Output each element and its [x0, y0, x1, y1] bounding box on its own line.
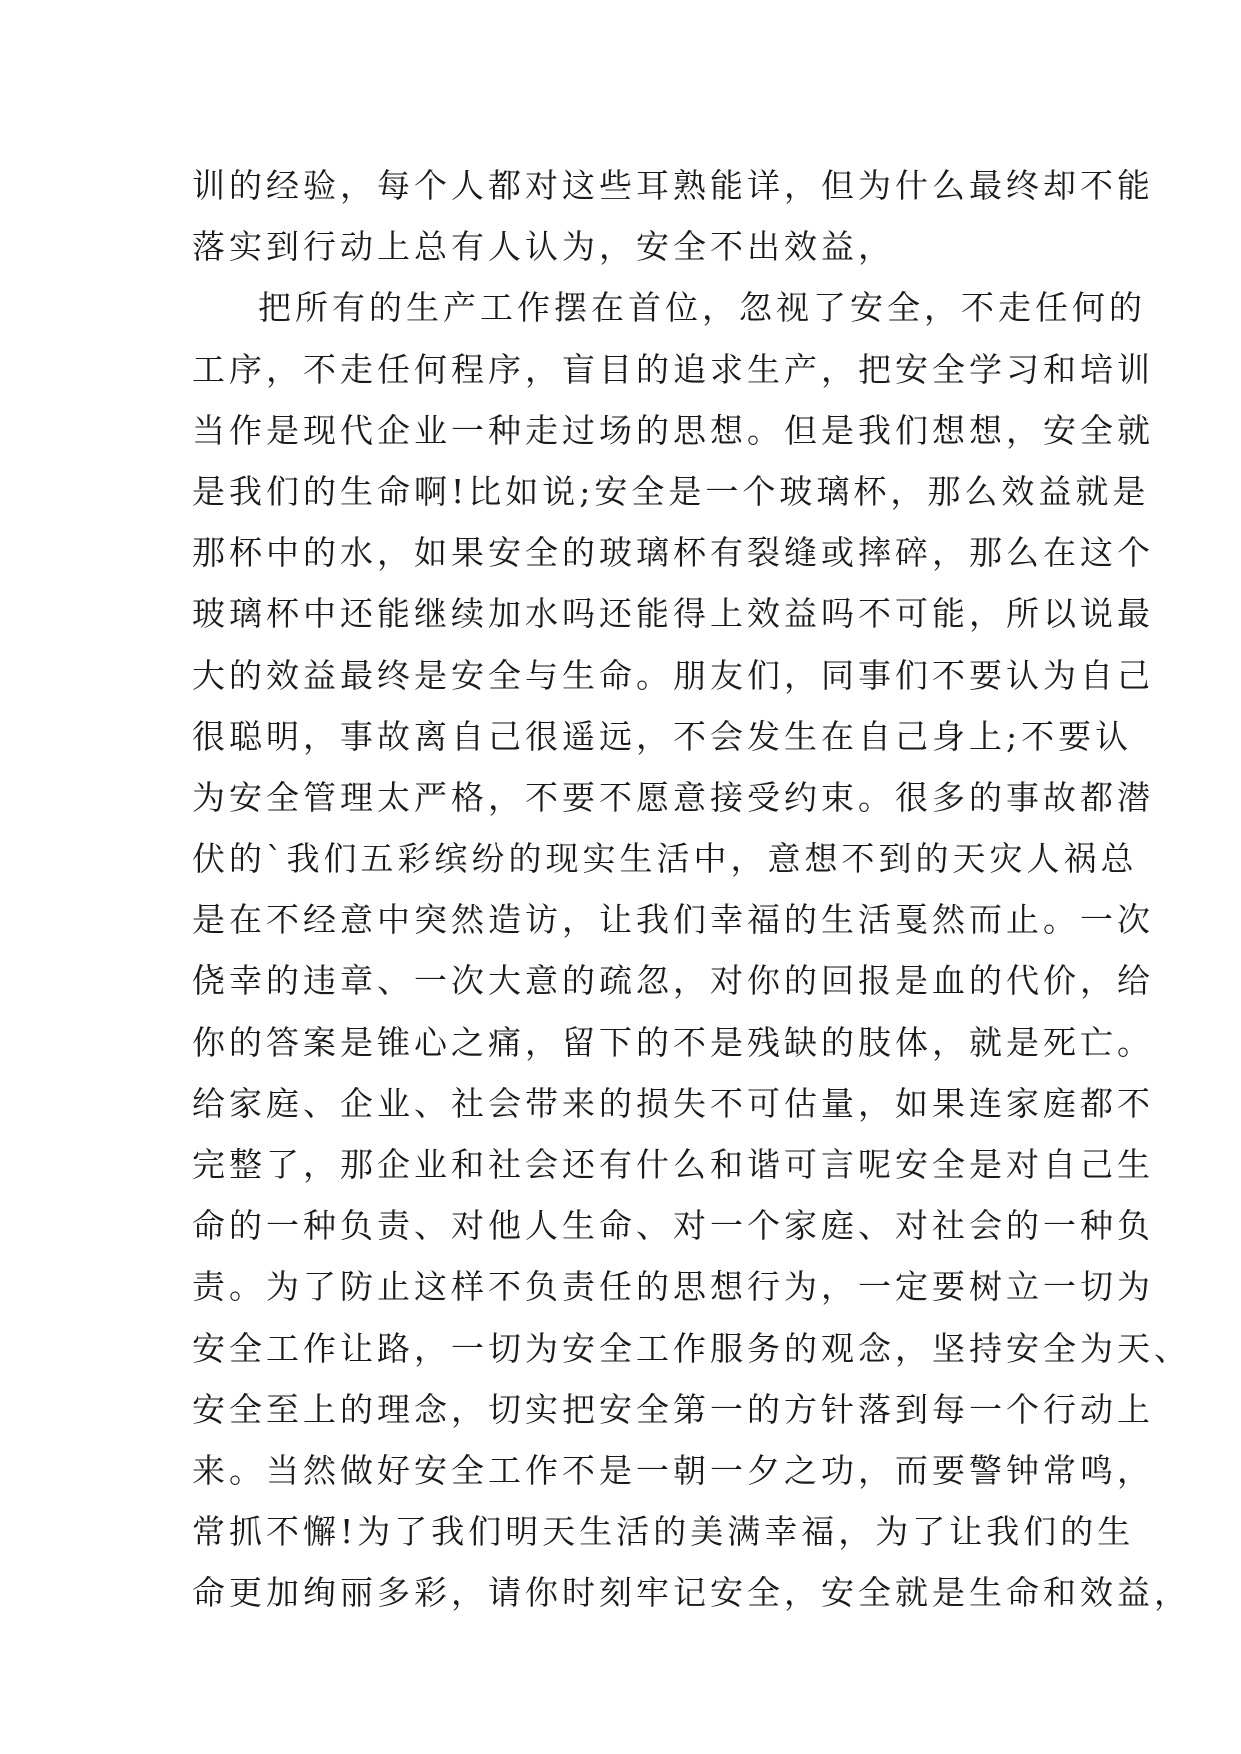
text-line: 命的一种负责、对他人生命、对一个家庭、对社会的一种负 — [192, 1206, 1154, 1246]
text-line: 训的经验，每个人都对这些耳熟能详，但为什么最终却不能 — [192, 166, 1154, 205]
text-line: 那杯中的水，如果安全的玻璃杯有裂缝或摔碎，那么在这个 — [192, 533, 1154, 573]
text-line: 安全工作让路，一切为安全工作服务的观念，坚持安全为天、 — [192, 1328, 1191, 1368]
text-line: 责。为了防止这样不负责任的思想行为，一定要树立一切为 — [192, 1267, 1154, 1307]
text-line: 伏的`我们五彩缤纷的现实生活中，意想不到的天灾人祸总 — [192, 839, 1138, 879]
text-line: 落实到行动上总有人认为，安全不出效益， — [192, 227, 895, 267]
text-line: 安全至上的理念，切实把安全第一的方针落到每一个行动上 — [192, 1389, 1154, 1429]
text-line: 为安全管理太严格，不要不愿意接受约束。很多的事故都潜 — [192, 777, 1154, 817]
text-line: 大的效益最终是安全与生命。朋友们，同事们不要认为自己 — [192, 655, 1154, 695]
text-line: 是我们的生命啊!比如说;安全是一个玻璃杯，那么效益就是 — [192, 471, 1150, 511]
text-line: 给家庭、企业、社会带来的损失不可估量，如果连家庭都不 — [192, 1083, 1154, 1123]
text-line: 工序，不走任何程序，盲目的追求生产，把安全学习和培训 — [192, 349, 1154, 389]
text-line: 玻璃杯中还能继续加水吗还能得上效益吗不可能，所以说最 — [192, 594, 1154, 634]
text-line: 完整了，那企业和社会还有什么和谐可言呢安全是对自己生 — [192, 1145, 1154, 1184]
text-line: 侥幸的违章、一次大意的疏忽，对你的回报是血的代价，给 — [192, 961, 1154, 1001]
text-line: 常抓不懈!为了我们明天生活的美满幸福，为了让我们的生 — [192, 1512, 1135, 1552]
body-text — [192, 155, 1191, 1624]
paragraph-start-line: 把所有的生产工作摆在首位，忽视了安全，不走任何的 — [258, 288, 1146, 328]
text-line: 是在不经意中突然造访，让我们幸福的生活戛然而止。一次 — [192, 900, 1154, 940]
text-line: 命更加绚丽多彩，请你时刻牢记安全，安全就是生命和效益， — [192, 1573, 1191, 1613]
text-line: 来。当然做好安全工作不是一朝一夕之功，而要警钟常鸣， — [192, 1450, 1154, 1490]
text-line: 当作是现代企业一种走过场的思想。但是我们想想，安全就 — [192, 410, 1154, 450]
text-line: 很聪明，事故离自己很遥远，不会发生在自己身上;不要认 — [192, 716, 1133, 756]
text-line: 你的答案是锥心之痛，留下的不是残缺的肢体，就是死亡。 — [192, 1022, 1154, 1062]
